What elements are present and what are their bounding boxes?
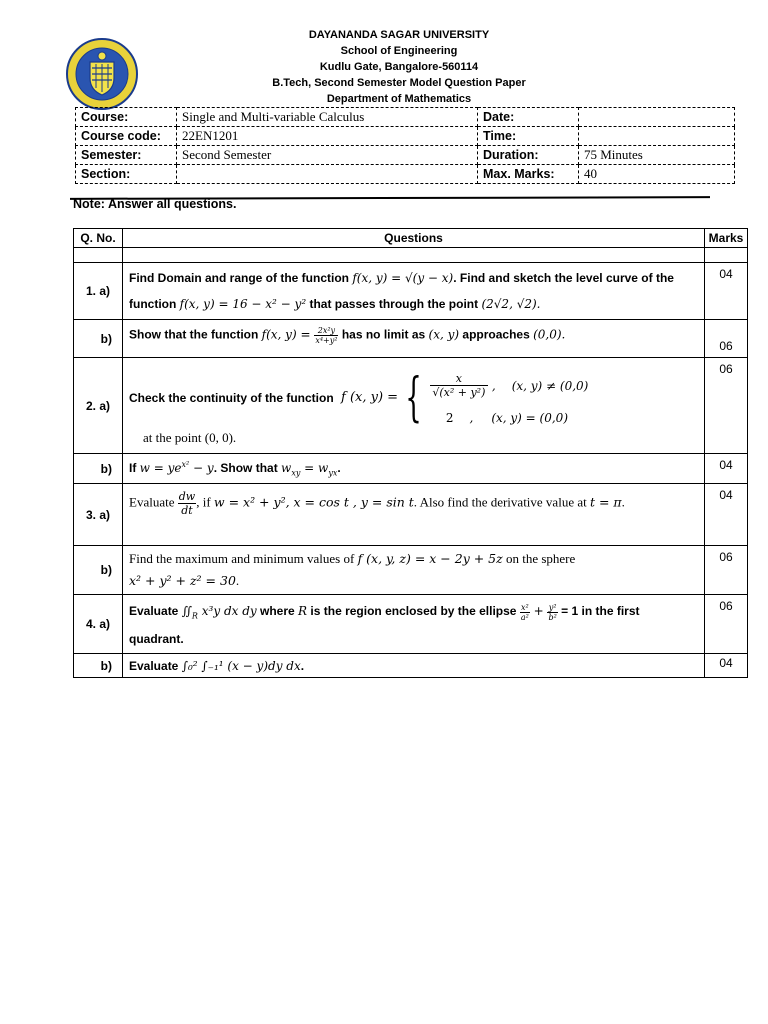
q2b-math-2: − y — [189, 460, 214, 475]
q3a-math-1: w = x² + y², x = cos t , y = sin t — [213, 494, 414, 510]
q3a-text-2: , if — [196, 494, 214, 510]
question-row — [74, 454, 748, 484]
q4a-frac2-den: b² — [548, 612, 557, 622]
q2b-math-1: w = ye — [139, 460, 182, 475]
q2a-cases: $\frac{x}{\text{√(x² + y²)}}$ , (x, y) ≠ (0,0) 2 , (x, y) = (0,0) — [430, 366, 589, 430]
duration-value: 75 Minutes — [579, 146, 735, 165]
course-code-value: 22EN1201 — [177, 127, 478, 146]
section-value — [177, 165, 478, 184]
q4a-frac-2 — [547, 603, 557, 622]
q1b-frac-den: x⁴+y² — [315, 336, 338, 345]
q3a-frac-num: dw — [178, 490, 196, 503]
q1b-math-1: f(x, y) = — [261, 327, 315, 342]
paper-title: B.Tech, Second Semester Model Question Paper — [272, 77, 526, 89]
question-marks: 06 — [705, 320, 748, 358]
question-row — [74, 358, 748, 454]
q4a-sub: R — [191, 611, 198, 621]
q4a-text-1: Evaluate — [129, 604, 182, 619]
q1a-math-1: f(x, y) = √(y − x) — [352, 271, 454, 285]
question-number-label: b) — [100, 461, 112, 476]
q2b-end: . — [337, 460, 341, 475]
q4b-text-1: Evaluate — [129, 658, 182, 673]
q2b-sub-2: yx — [328, 468, 338, 478]
q2a-case1-num: x — [430, 372, 488, 386]
col-header-qno: Q. No. — [74, 229, 123, 248]
q1b-frac-num: 2x²y — [314, 326, 338, 336]
question-text — [123, 595, 705, 654]
university-address: Kudlu Gate, Bangalore-560114 — [319, 61, 479, 73]
course-label: Course: — [76, 108, 177, 127]
question-marks: 04 — [705, 263, 748, 320]
q3b-math-1: f (x, y, z) = x − 2y + 5z — [357, 551, 503, 566]
question-number-label: b) — [100, 331, 112, 346]
q4b-math-1: ∫₀² ∫₋₁¹ (x − y)dy dx — [181, 658, 301, 673]
question-number: 1. a) — [74, 263, 123, 320]
question-text — [123, 263, 705, 320]
question-number — [74, 546, 123, 595]
date-value — [579, 108, 735, 127]
q3a-end: . — [621, 494, 625, 510]
q3b-end: . — [235, 573, 240, 588]
q2a-text-1: Check the continuity of the function — [129, 390, 334, 405]
q2a-case1-den: √(x² + y²) — [432, 386, 486, 399]
section-label: Section: — [76, 165, 177, 184]
q4b-end: . — [300, 658, 305, 673]
university-seal-logo — [66, 38, 138, 110]
q4a-math-3: R — [298, 604, 308, 619]
date-label: Date: — [478, 108, 579, 127]
q1b-text-2: has no limit as — [338, 327, 429, 342]
q4a-frac2-num: y² — [548, 602, 557, 612]
col-header-marks: Marks — [705, 229, 748, 248]
school-name: School of Engineering — [340, 45, 458, 57]
q1a-math-3: (2√2, √2). — [481, 297, 541, 311]
q2a-text-2: at the point (0, 0). — [143, 429, 237, 445]
q2a-case2-cond: (x, y) = (0,0) — [491, 410, 568, 425]
col-header-questions: Questions — [123, 229, 705, 248]
q1a-text-2: . Find and sketch the level curve of the — [453, 271, 674, 285]
q3b-math-2: x² + y² + z² = 30 — [129, 573, 236, 588]
question-text — [123, 654, 705, 678]
q2b-sup: x² — [181, 459, 190, 469]
question-marks: 06 — [705, 595, 748, 654]
question-number — [74, 654, 123, 678]
q3b-text-1: Find the maximum and minimum values of — [129, 551, 358, 566]
q4a-frac-1 — [520, 603, 530, 622]
duration-label: Duration: — [478, 146, 579, 165]
time-value — [579, 127, 735, 146]
q1a-math-2: f(x, y) = 16 − x² − y² — [179, 297, 307, 311]
question-marks: 06 — [705, 546, 748, 595]
q3a-fraction — [178, 490, 196, 517]
q3b-text-2: on the sphere — [502, 551, 576, 566]
q1a-text-4: that passes through the point — [306, 297, 482, 311]
question-row — [74, 546, 748, 595]
q4a-text-3: is the region enclosed by the ellipse — [307, 604, 520, 619]
course-code-label: Course code: — [76, 127, 177, 146]
question-text — [123, 454, 705, 484]
q1a-text-1: Find Domain and range of the function — [129, 271, 353, 285]
q1b-math-2: (x, y) — [428, 327, 460, 342]
q1b-text-3: approaches — [459, 327, 534, 342]
q2a-case1-frac — [430, 372, 488, 399]
q1b-fraction — [314, 326, 338, 345]
q3a-text-1: Evaluate — [129, 494, 178, 510]
question-number — [74, 320, 123, 358]
semester-label: Semester: — [76, 146, 177, 165]
q3a-text-3: . Also find the derivative value at — [413, 494, 590, 510]
q2b-math-3: w — [281, 460, 292, 475]
question-number: 4. a) — [74, 595, 123, 654]
question-marks: 04 — [705, 454, 748, 484]
q2a-case1-cond: (x, y) ≠ (0,0) — [511, 378, 589, 393]
time-label: Time: — [478, 127, 579, 146]
course-info-table — [75, 107, 735, 184]
q4a-text-5: quadrant. — [129, 631, 184, 646]
max-marks-value: 40 — [579, 165, 735, 184]
q1b-math-3: (0,0). — [533, 327, 566, 342]
question-row — [74, 484, 748, 546]
question-number-label: b) — [100, 563, 112, 577]
q2b-text-1: If — [129, 460, 140, 475]
spacer-row — [74, 248, 748, 263]
question-text — [123, 484, 705, 546]
q2a-brace: { — [405, 367, 423, 428]
q4a-math-1: ∬ — [181, 604, 192, 619]
q4a-frac1-num: x² — [520, 602, 529, 612]
q3a-frac-den: dt — [181, 504, 193, 517]
question-marks: 04 — [705, 484, 748, 546]
questions-table — [73, 228, 748, 678]
q2a-fx: f (x, y) = — [341, 390, 399, 405]
question-row — [74, 320, 748, 358]
max-marks-label: Max. Marks: — [478, 165, 579, 184]
question-row — [74, 263, 748, 320]
question-row — [74, 654, 748, 678]
q2a-case2-val: 2 — [445, 410, 454, 425]
q2b-math-4: = w — [300, 460, 329, 475]
q2b-text-2: . Show that — [213, 460, 282, 475]
question-text — [123, 320, 705, 358]
q3a-math-2: t = π — [589, 494, 622, 510]
q4a-frac1-den: a² — [520, 612, 529, 622]
question-text — [123, 546, 705, 595]
question-number: 2. a) — [74, 358, 123, 454]
question-row — [74, 595, 748, 654]
q2b-sub-1: xy — [291, 468, 301, 478]
q4a-text-4: = 1 in the first — [557, 604, 640, 619]
department-name: Department of Mathematics — [326, 93, 472, 105]
q1a-text-3: function — [129, 297, 180, 311]
course-value: Single and Multi-variable Calculus — [177, 108, 478, 127]
instructions-note: Note: Answer all questions. — [73, 197, 237, 211]
university-name: DAYANANDA SAGAR UNIVERSITY — [308, 29, 490, 41]
question-marks: 04 — [705, 654, 748, 678]
q4a-text-2: where — [256, 604, 299, 619]
question-text — [123, 358, 705, 454]
q4a-math-2: x³y dx dy — [197, 604, 257, 619]
q4a-plus: + — [529, 604, 548, 619]
semester-value: Second Semester — [177, 146, 478, 165]
question-number — [74, 454, 123, 484]
question-number: 3. a) — [74, 484, 123, 546]
question-marks: 06 — [705, 358, 748, 454]
question-number-label: b) — [100, 658, 112, 673]
q1b-text-1: Show that the function — [129, 327, 262, 342]
